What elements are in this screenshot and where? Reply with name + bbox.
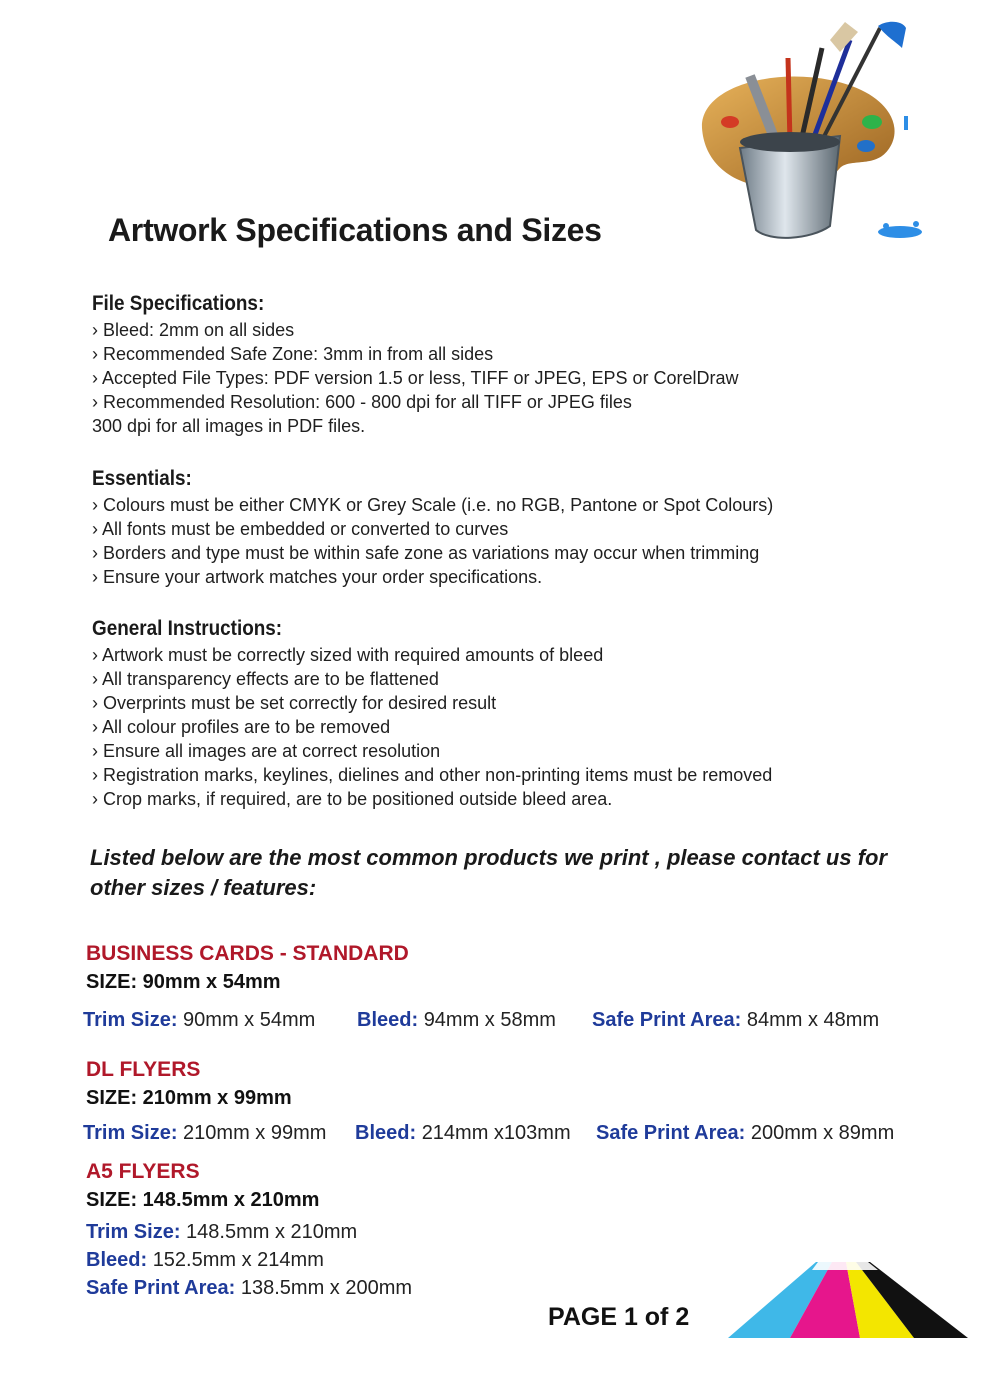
section-heading: Essentials: <box>92 467 192 490</box>
intro-line: Listed below are the most common products we print , please contact us for <box>90 845 888 870</box>
spec-trim <box>86 1218 412 1246</box>
paint-bucket-palette-icon <box>690 18 930 250</box>
spec-bleed <box>357 1006 556 1034</box>
list-item: › All transparency effects are to be flattened <box>92 669 439 689</box>
spec-value: 84mm x 48mm <box>746 1009 880 1031</box>
spec-value: 138.5mm x 200mm <box>240 1277 413 1299</box>
spec-value: 152.5mm x 214mm <box>152 1249 324 1271</box>
spec-value: 94mm x 58mm <box>423 1009 556 1031</box>
spec-label: Trim Size: <box>86 1221 181 1243</box>
essentials-section <box>92 465 773 589</box>
file-specifications-section <box>92 290 739 438</box>
page-number: PAGE 1 of 2 <box>548 1303 690 1331</box>
list-item: › Ensure your artwork matches your order specifications. <box>92 567 543 587</box>
section-heading: File Specifications: <box>92 292 265 315</box>
spec-value: 148.5mm x 210mm <box>186 1221 358 1243</box>
spec-trim <box>83 1006 315 1034</box>
product-dl-flyers <box>86 1056 292 1112</box>
spec-label: Bleed: <box>86 1249 148 1271</box>
spec-safe-area <box>86 1274 412 1302</box>
product-size: SIZE: 90mm x 54mm <box>86 971 281 993</box>
list-item: › Borders and type must be within safe zone as variations may occur when trimming <box>92 543 760 563</box>
list-item: › Registration marks, keylines, dielines and other non-printing items must be removed <box>92 765 773 785</box>
list-item: › Overprints must be set correctly for desired result <box>92 693 497 713</box>
spec-label: Safe Print Area: <box>596 1122 746 1144</box>
product-name: DL FLYERS <box>86 1058 201 1081</box>
list-item: › Artwork must be correctly sized with required amounts of bleed <box>92 645 604 665</box>
section-heading: General Instructions: <box>92 617 283 640</box>
list-item: 300 dpi for all images in PDF files. <box>92 416 366 436</box>
spec-label: Safe Print Area: <box>592 1009 742 1031</box>
list-item: › Colours must be either CMYK or Grey Scale (i.e. no RGB, Pantone or Spot Colours) <box>92 495 774 515</box>
general-instructions-section <box>92 615 772 811</box>
intro-line: other sizes / features: <box>90 875 317 900</box>
product-name: A5 FLYERS <box>86 1160 200 1183</box>
list-item: › Accepted File Types: PDF version 1.5 or less, TIFF or JPEG, EPS or CorelDraw <box>92 368 739 388</box>
product-a5-flyers <box>86 1158 412 1302</box>
spec-label: Trim Size: <box>83 1009 178 1031</box>
spec-label: Trim Size: <box>83 1122 178 1144</box>
list-item: › Recommended Resolution: 600 - 800 dpi for all TIFF or JPEG files <box>92 392 632 412</box>
spec-label: Bleed: <box>357 1009 419 1031</box>
products-intro <box>90 843 890 903</box>
spec-safe-area <box>596 1119 894 1147</box>
product-size: SIZE: 210mm x 99mm <box>86 1087 292 1109</box>
spec-label: Safe Print Area: <box>86 1277 236 1299</box>
spec-bleed <box>355 1119 571 1147</box>
list-item: › All colour profiles are to be removed <box>92 717 391 737</box>
spec-label: Bleed: <box>355 1122 417 1144</box>
spec-safe-area <box>592 1006 879 1034</box>
product-size: SIZE: 148.5mm x 210mm <box>86 1189 320 1211</box>
list-item: › Recommended Safe Zone: 3mm in from all sides <box>92 344 494 364</box>
list-item: › All fonts must be embedded or converted to curves <box>92 519 509 539</box>
spec-value: 214mm x103mm <box>421 1122 571 1144</box>
spec-trim <box>83 1119 326 1147</box>
spec-value: 90mm x 54mm <box>183 1009 316 1031</box>
product-business-cards <box>86 940 409 996</box>
list-item: › Ensure all images are at correct resolution <box>92 741 441 761</box>
product-name: BUSINESS CARDS - STANDARD <box>86 942 409 965</box>
list-item: › Bleed: 2mm on all sides <box>92 320 295 340</box>
page-title: Artwork Specifications and Sizes <box>108 212 602 248</box>
spec-bleed <box>86 1246 412 1274</box>
cmyk-rays-icon <box>728 1262 970 1342</box>
list-item: › Crop marks, if required, are to be positioned outside bleed area. <box>92 789 613 809</box>
spec-value: 210mm x 99mm <box>183 1122 327 1144</box>
spec-value: 200mm x 89mm <box>750 1122 895 1144</box>
